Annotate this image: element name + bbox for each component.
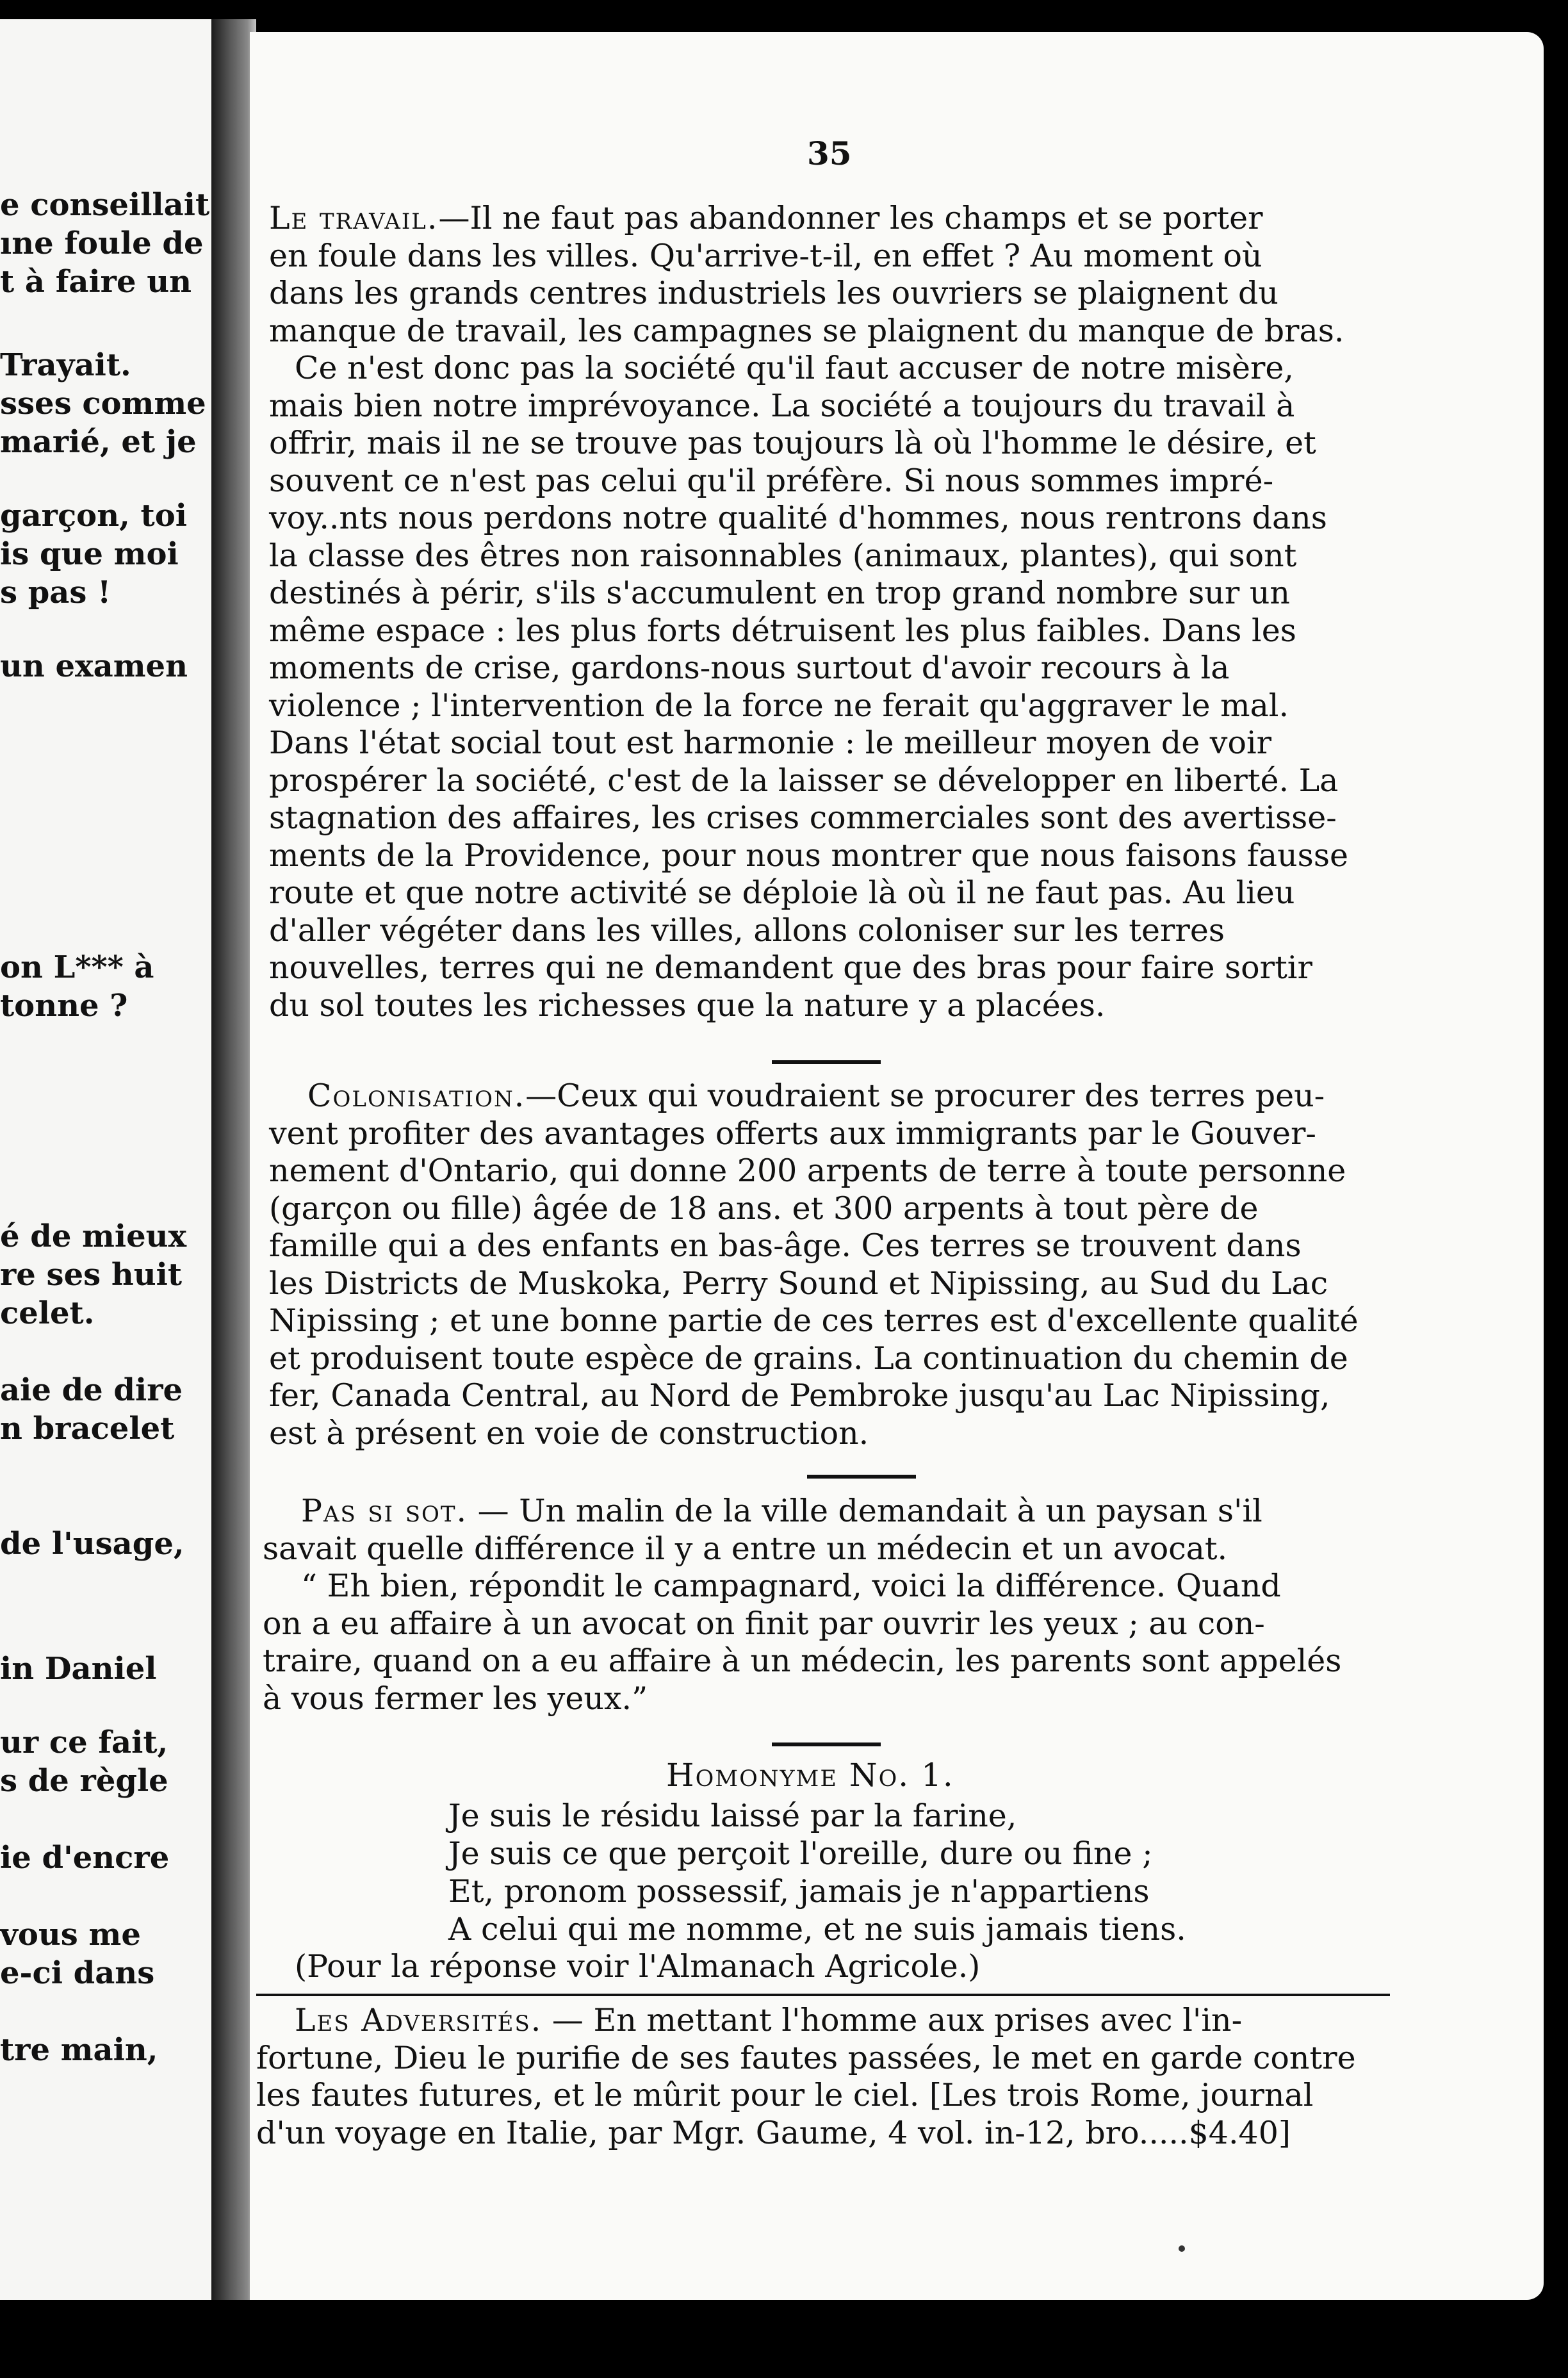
travail-line: voy..nts nous perdons notre qualité d'hommes, nous rentrons dans <box>269 500 1327 536</box>
verse-line: A celui qui me nomme, et ne suis jamais tiens. <box>448 1911 1186 1948</box>
colonisation-line: fer, Canada Central, au Nord de Pembroke jusqu'au Lac Nipissing, <box>269 1377 1330 1414</box>
travail-line: du sol toutes les richesses que la nature y a placées. <box>269 987 1106 1024</box>
section-rule <box>772 1060 881 1064</box>
colonisation-line: est à présent en voie de construction. <box>269 1414 869 1452</box>
section-rule <box>772 1742 881 1746</box>
verse-line: Et, pronom possessif, jamais je n'appartiens <box>448 1873 1150 1910</box>
left-page-line: e-ci dans <box>0 1955 155 1991</box>
pas-si-sot-paragraph <box>263 1493 1384 1718</box>
pas-si-sot-line: on a eu affaire à un avocat on finit par ouvrir les yeux ; au con- <box>263 1605 1265 1642</box>
left-page-line: é de mieux <box>0 1218 187 1254</box>
verse-line: Je suis ce que perçoit l'oreille, dure ou fine ; <box>448 1835 1153 1872</box>
left-page-line: e conseillait <box>0 187 210 223</box>
left-page-line: celet. <box>0 1295 95 1331</box>
homonyme-title: Homonyme No. 1. <box>666 1757 954 1794</box>
pas-si-sot-line: traire, quand on a eu affaire à un médecin, les parents sont appelés <box>263 1643 1342 1679</box>
colonisation-line: (garçon ou fille) âgée de 18 ans. et 300 arpents à tout père de <box>269 1190 1259 1227</box>
travail-line: manque de travail, les campagnes se plaignent du manque de bras. <box>269 312 1344 349</box>
travail-line: route et que notre activité se déploie là où il ne faut pas. Au lieu <box>269 874 1295 911</box>
pas-si-sot-line: Pas si sot. — Un malin de la ville demandait à un paysan s'il <box>301 1493 1262 1529</box>
left-page-line: re ses huit <box>0 1257 183 1293</box>
left-page-line: ıne foule de <box>0 226 204 261</box>
left-page-line: s pas ! <box>0 575 111 611</box>
pas-si-sot-line: “ Eh bien, répondit le campagnard, voici la différence. Quand <box>301 1568 1281 1604</box>
colonisation-paragraph <box>269 1078 1390 1452</box>
travail-line: nouvelles, terres qui ne demandent que des bras pour faire sortir <box>269 949 1312 986</box>
pas-si-sot-line: à vous fermer les yeux.” <box>263 1680 648 1717</box>
left-page-line: sses comme <box>0 386 206 422</box>
adversites-heading: Les Adversités. <box>295 2002 543 2038</box>
travail-line: offrir, mais il ne se trouve pas toujours là où l'homme le désire, et <box>269 425 1316 461</box>
travail-line: moments de crise, gardons-nous surtout d'avoir recours à la <box>269 650 1230 686</box>
adversites-paragraph <box>256 2002 1377 2152</box>
travail-heading: Le travail. <box>269 200 439 236</box>
left-page-line: on L*** à <box>0 949 154 985</box>
colonisation-line: Nipissing ; et une bonne partie de ces terres est d'excellente qualité <box>269 1302 1359 1339</box>
left-page-line: aie de dire <box>0 1372 183 1408</box>
left-page-line: ie d'encre <box>0 1840 170 1876</box>
colonisation-line: les Districts de Muskoka, Perry Sound et Nipissing, au Sud du Lac <box>269 1265 1328 1302</box>
travail-line: violence ; l'intervention de la force ne ferait qu'aggraver le mal. <box>269 687 1289 724</box>
left-page-line: is que moi <box>0 536 179 572</box>
left-page-fragment <box>0 19 211 2300</box>
left-page-line: s de règle <box>0 1763 168 1799</box>
colonisation-heading: Colonisation. <box>307 1078 526 1114</box>
travail-line: stagnation des affaires, les crises commerciales sont des avertisse- <box>269 800 1337 836</box>
colonisation-line: et produisent toute espèce de grains. La continuation du chemin de <box>269 1340 1348 1377</box>
travail-line: souvent ce n'est pas celui qu'il préfère. Si nous sommes impré- <box>269 462 1274 499</box>
travail-line: destinés à périr, s'ils s'accumulent en trop grand nombre sur un <box>269 575 1290 611</box>
travail-line: mais bien notre imprévoyance. La société a toujours du travail à <box>269 387 1295 424</box>
left-page-line: t à faire un <box>0 264 192 300</box>
pas-si-sot-line: savait quelle différence il y a entre un médecin et un avocat. <box>263 1530 1228 1567</box>
left-page-line: garçon, toi <box>0 498 187 534</box>
colonisation-line: vent profiter des avantages offerts aux immigrants par le Gouver- <box>269 1115 1316 1152</box>
homonyme-verses <box>448 1797 1186 1948</box>
adversites-line: d'un voyage en Italie, par Mgr. Gaume, 4 vol. in-12, bro.....$4.40] <box>256 2114 1291 2151</box>
pas-si-sot-heading: Pas si sot. <box>301 1493 468 1529</box>
left-page-line: Trayait. <box>0 347 131 383</box>
adversites-line: fortune, Dieu le purifie de ses fautes passées, le met en garde contre <box>256 2039 1356 2076</box>
homonyme-answer-note: (Pour la réponse voir l'Almanach Agricole.) <box>295 1948 981 1985</box>
left-page-line: tonne ? <box>0 988 128 1024</box>
adversites-line: Les Adversités. — En mettant l'homme aux prises avec l'in- <box>295 2002 1243 2038</box>
travail-line: même espace : les plus forts détruisent les plus faibles. Dans les <box>269 612 1296 649</box>
travail-line: Ce n'est donc pas la société qu'il faut accuser de notre misère, <box>295 350 1294 386</box>
verse-line: Je suis le résidu laissé par la farine, <box>448 1798 1017 1834</box>
colonisation-line: nement d'Ontario, qui donne 200 arpents de terre à toute personne <box>269 1152 1346 1189</box>
left-page-line: vous me <box>0 1917 141 1953</box>
left-page-line: de l'usage, <box>0 1526 184 1562</box>
travail-line: Le travail.—Il ne faut pas abandonner les champs et se porter <box>269 200 1263 236</box>
travail-line: la classe des êtres non raisonnables (animaux, plantes), qui sont <box>269 537 1297 574</box>
travail-line: d'aller végéter dans les villes, allons coloniser sur les terres <box>269 912 1225 949</box>
section-rule <box>807 1475 916 1479</box>
left-page-line: tre main, <box>0 2032 158 2068</box>
left-page-line: ur ce fait, <box>0 1725 168 1760</box>
page-number: 35 <box>807 135 852 172</box>
colonisation-line: famille qui a des enfants en bas-âge. Ces terres se trouvent dans <box>269 1227 1302 1264</box>
travail-line: Dans l'état social tout est harmonie : le meilleur moyen de voir <box>269 725 1272 761</box>
left-page-line: marié, et je <box>0 424 197 460</box>
left-page-line: n bracelet <box>0 1411 175 1447</box>
travail-line: prospérer la société, c'est de la laisser se développer en liberté. La <box>269 762 1339 799</box>
section-rule-full <box>256 1994 1390 1996</box>
travail-line: en foule dans les villes. Qu'arrive-t-il, en effet ? Au moment où <box>269 237 1262 274</box>
left-page-line: in Daniel <box>0 1651 157 1687</box>
travail-line: ments de la Providence, pour nous montrer que nous faisons fausse <box>269 837 1348 874</box>
adversites-line: les fautes futures, et le mûrit pour le ciel. [Les trois Rome, journal <box>256 2077 1314 2113</box>
left-page-line: un examen <box>0 648 188 684</box>
print-speck <box>1179 2245 1185 2252</box>
travail-line: dans les grands centres industriels les ouvriers se plaignent du <box>269 275 1278 311</box>
colonisation-line: Colonisation.—Ceux qui voudraient se procurer des terres peu- <box>307 1078 1325 1114</box>
travail-paragraph <box>269 200 1390 1024</box>
